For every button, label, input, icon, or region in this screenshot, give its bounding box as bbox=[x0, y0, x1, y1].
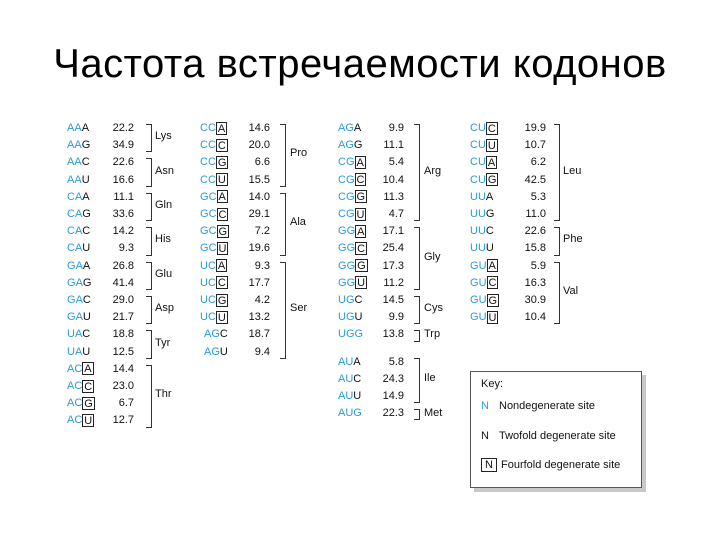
amino-acid-label: Pro bbox=[290, 147, 308, 160]
codon: GG C bbox=[338, 242, 366, 255]
amino-acid-bracket bbox=[554, 124, 560, 221]
codon: CC U bbox=[200, 173, 226, 187]
codon-frequency: 5.8 bbox=[388, 355, 404, 368]
codon-frequency: 9.9 bbox=[388, 311, 404, 324]
codon: GAG bbox=[67, 276, 92, 289]
codon: AGA bbox=[338, 122, 362, 134]
codon-row bbox=[0, 154, 720, 171]
codon-frequency: 25.4 bbox=[382, 242, 404, 255]
codon-frequency: 29.0 bbox=[112, 294, 134, 306]
codon-frequency: 22.2 bbox=[112, 122, 134, 134]
codon: AUG bbox=[338, 407, 362, 420]
codon-frequency: 9.9 bbox=[388, 122, 404, 134]
codon-frequency: 29.1 bbox=[248, 208, 270, 220]
codon: GAC bbox=[67, 294, 91, 306]
codon-frequency: 12.5 bbox=[112, 345, 134, 358]
amino-acid-label: Leu bbox=[563, 164, 582, 177]
codon-frequency: 11.0 bbox=[525, 208, 546, 220]
codon: AUC bbox=[338, 372, 362, 385]
codon: UGU bbox=[338, 311, 363, 324]
codon: GC U bbox=[200, 242, 227, 255]
codon: GU C bbox=[470, 276, 497, 290]
key-symbol-blue: N bbox=[481, 400, 489, 412]
amino-acid-bracket bbox=[554, 262, 560, 325]
codon-frequency: 22.6 bbox=[112, 156, 134, 169]
codon-frequency: 14.4 bbox=[112, 362, 134, 375]
codon-frequency: 14.5 bbox=[382, 294, 404, 306]
amino-acid-label: Ile bbox=[424, 372, 436, 385]
amino-acid-label: His bbox=[155, 233, 171, 246]
codon-frequency: 14.2 bbox=[112, 225, 134, 238]
amino-acid-label: Tyr bbox=[155, 336, 171, 349]
codon-row bbox=[0, 172, 720, 189]
codon-row bbox=[0, 120, 720, 137]
codon-frequency: 10.4 bbox=[524, 311, 546, 324]
codon: AUA bbox=[338, 355, 361, 368]
amino-acid-label: Gly bbox=[424, 250, 441, 263]
amino-acid-bracket bbox=[414, 409, 420, 420]
codon: CG C bbox=[338, 173, 365, 187]
codon: UGC bbox=[338, 294, 363, 306]
amino-acid-label: Cys bbox=[424, 302, 443, 315]
codon: AUU bbox=[338, 390, 362, 402]
codon-frequency: 10.4 bbox=[382, 173, 404, 186]
key-symbol-black: N bbox=[481, 430, 489, 442]
codon-frequency: 13.8 bbox=[382, 328, 404, 341]
amino-acid-label: Asn bbox=[155, 164, 174, 177]
amino-acid-bracket bbox=[414, 358, 420, 404]
codon: GU G bbox=[470, 294, 498, 307]
codon-frequency: 23.0 bbox=[112, 380, 134, 392]
codon-frequency: 5.4 bbox=[388, 156, 404, 169]
codon: AC U bbox=[67, 414, 93, 427]
key-nondegenerate: N Nondegenerate site bbox=[481, 400, 596, 412]
amino-acid-label: Val bbox=[563, 285, 579, 297]
codon-row bbox=[0, 189, 720, 206]
codon: CAC bbox=[67, 225, 91, 238]
codon-frequency: 18.7 bbox=[248, 328, 270, 341]
codon: UC A bbox=[200, 259, 226, 273]
codon: CAA bbox=[67, 190, 90, 203]
codon-row bbox=[0, 326, 720, 343]
codon: CC G bbox=[200, 156, 227, 169]
codon: UC G bbox=[200, 294, 227, 307]
codon-row bbox=[0, 240, 720, 257]
codon: GG A bbox=[338, 225, 365, 238]
codon: CC A bbox=[200, 122, 226, 135]
codon: AC G bbox=[67, 397, 93, 410]
codon-row bbox=[0, 292, 720, 309]
amino-acid-label: Asp bbox=[155, 302, 174, 315]
codon-frequency: 6.2 bbox=[530, 156, 546, 169]
codon: UUG bbox=[470, 208, 495, 220]
codon-row bbox=[0, 223, 720, 240]
codon: UUA bbox=[470, 190, 494, 203]
codon-frequency: 12.7 bbox=[112, 414, 134, 427]
amino-acid-label: Met bbox=[424, 406, 443, 419]
codon: CU G bbox=[470, 173, 497, 187]
codon-frequency: 17.3 bbox=[382, 259, 404, 272]
codon: UC C bbox=[200, 276, 226, 290]
codon: AGG bbox=[338, 139, 363, 152]
codon-frequency: 9.3 bbox=[254, 259, 270, 272]
codon-frequency: 13.2 bbox=[248, 311, 270, 324]
codon-frequency: 17.1 bbox=[382, 225, 404, 238]
codon-frequency: 10.7 bbox=[524, 139, 546, 152]
codon: UUU bbox=[470, 242, 494, 255]
codon-frequency: 16.6 bbox=[112, 173, 134, 186]
codon: CG G bbox=[338, 190, 366, 204]
codon-frequency: 20.0 bbox=[248, 139, 270, 152]
codon: AAC bbox=[67, 156, 90, 169]
key-twofold: N Twofold degenerate site bbox=[481, 430, 616, 442]
codon: GU U bbox=[470, 311, 497, 324]
codon: AAU bbox=[67, 173, 90, 186]
codon: GU A bbox=[470, 259, 496, 273]
codon-frequency: 15.5 bbox=[248, 173, 270, 186]
amino-acid-label: Ala bbox=[290, 216, 306, 229]
codon: CU A bbox=[470, 156, 496, 169]
codon: UGG bbox=[338, 328, 364, 341]
key-fourfold: N Fourfold degenerate site bbox=[481, 458, 620, 472]
codon: CG A bbox=[338, 156, 364, 169]
codon: CAU bbox=[67, 242, 91, 255]
codon-frequency: 34.9 bbox=[112, 139, 134, 152]
codon: CAG bbox=[67, 208, 91, 220]
codon: CG U bbox=[338, 208, 365, 221]
codon-frequency: 14.6 bbox=[248, 122, 270, 134]
codon-frequency: 15.8 bbox=[524, 242, 546, 255]
key-heading: Key: bbox=[481, 378, 504, 390]
codon: AAA bbox=[67, 122, 90, 134]
amino-acid-bracket bbox=[414, 330, 420, 341]
codon-row bbox=[0, 206, 720, 223]
codon-frequency: 21.7 bbox=[112, 311, 134, 324]
codon-frequency: 7.2 bbox=[254, 225, 270, 238]
codon-row bbox=[0, 275, 720, 292]
codon-frequency: 26.8 bbox=[112, 259, 134, 272]
codon-row bbox=[0, 354, 720, 371]
codon-frequency: 4.2 bbox=[254, 294, 270, 306]
codon: GG U bbox=[338, 276, 366, 290]
legend-key bbox=[470, 371, 642, 488]
codon-frequency: 19.6 bbox=[248, 242, 270, 255]
amino-acid-label: Glu bbox=[155, 267, 173, 280]
codon-frequency: 24.3 bbox=[382, 372, 404, 385]
amino-acid-label: Phe bbox=[563, 233, 583, 246]
codon-row bbox=[0, 137, 720, 154]
codon: AC A bbox=[67, 362, 92, 376]
codon-frequency: 11.1 bbox=[113, 190, 134, 203]
codon-frequency: 18.8 bbox=[112, 328, 134, 341]
codon-frequency: 4.7 bbox=[388, 208, 404, 220]
codon-frequency: 22.3 bbox=[382, 407, 404, 420]
amino-acid-label: Lys bbox=[155, 130, 172, 143]
codon-frequency: 9.3 bbox=[118, 242, 134, 255]
amino-acid-label: Thr bbox=[155, 388, 172, 401]
codon: CU C bbox=[470, 122, 496, 135]
codon-frequency: 6.6 bbox=[254, 156, 270, 169]
codon: UAC bbox=[67, 328, 91, 341]
codon-frequency: 9.4 bbox=[254, 345, 270, 358]
amino-acid-label: Arg bbox=[424, 164, 442, 177]
codon: GC C bbox=[200, 208, 227, 221]
codon-frequency: 6.7 bbox=[118, 397, 134, 410]
codon: GC A bbox=[200, 190, 226, 204]
amino-acid-label: Gln bbox=[155, 199, 173, 211]
amino-acid-label: Ser bbox=[290, 302, 308, 315]
codon: AGC bbox=[204, 328, 228, 341]
codon: UUC bbox=[470, 225, 494, 238]
slide-title: Частота встречаемости кодонов bbox=[53, 42, 667, 86]
codon: UAU bbox=[67, 345, 91, 358]
amino-acid-label: Trp bbox=[424, 328, 441, 340]
codon: GG G bbox=[338, 259, 366, 273]
codon: UC U bbox=[200, 311, 226, 324]
codon-frequency: 14.0 bbox=[248, 190, 270, 203]
codon: AC C bbox=[67, 380, 93, 393]
codon-frequency: 5.9 bbox=[530, 259, 546, 272]
codon-frequency: 17.7 bbox=[248, 276, 270, 289]
codon-frequency: 16.3 bbox=[524, 276, 546, 289]
codon-frequency: 30.9 bbox=[524, 294, 546, 306]
codon-frequency: 5.3 bbox=[530, 190, 546, 203]
codon-frequency: 19.9 bbox=[524, 122, 546, 134]
codon: AGU bbox=[204, 345, 228, 358]
codon-frequency: 22.6 bbox=[524, 225, 546, 238]
codon-frequency: 14.9 bbox=[382, 390, 404, 402]
codon: GC G bbox=[200, 225, 228, 238]
codon: CU U bbox=[470, 139, 496, 152]
codon: GAU bbox=[67, 311, 91, 324]
codon: AAG bbox=[67, 139, 91, 152]
codon: GAA bbox=[67, 259, 91, 272]
codon: CC C bbox=[200, 139, 226, 152]
codon-row bbox=[0, 258, 720, 275]
codon-frequency: 41.4 bbox=[112, 276, 134, 289]
codon-row bbox=[0, 309, 720, 326]
amino-acid-bracket bbox=[554, 227, 560, 255]
codon-frequency: 11.2 bbox=[383, 276, 404, 289]
codon-frequency: 11.1 bbox=[383, 139, 404, 152]
codon-frequency: 11.3 bbox=[383, 190, 404, 203]
key-symbol-boxed: N bbox=[481, 458, 497, 472]
codon-frequency: 33.6 bbox=[112, 208, 134, 220]
codon-frequency: 42.5 bbox=[524, 173, 546, 186]
